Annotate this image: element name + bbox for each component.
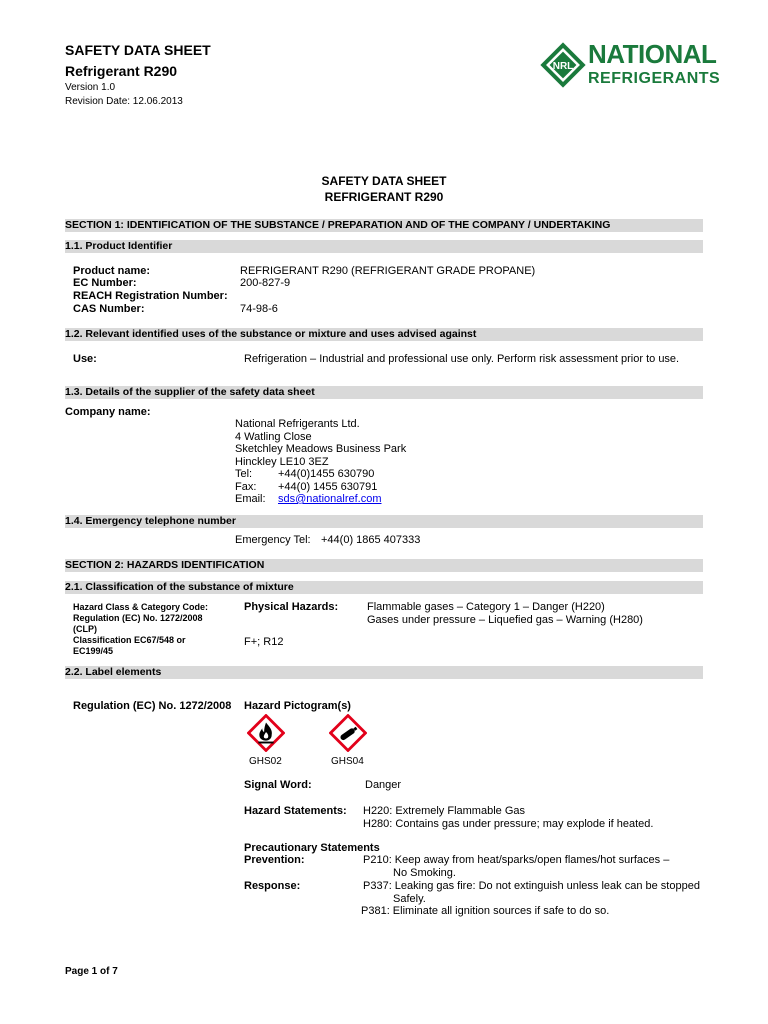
physical-hazards-label: Physical Hazards: — [244, 601, 339, 613]
hazard-statements-label: Hazard Statements: — [244, 805, 347, 817]
header-subtitle: Refrigerant R290 — [65, 63, 178, 79]
email-link[interactable]: sds@nationalref.com — [278, 493, 382, 505]
logo-badge: NRL — [552, 61, 574, 72]
section2-heading: SECTION 2: HAZARDS IDENTIFICATION — [65, 559, 703, 572]
fax-value: +44(0) 1455 630791 — [278, 481, 378, 493]
page-number: Page 1 of 7 — [65, 966, 118, 977]
response-1: P337: Leaking gas fire: Do not extinguish unless leak can be stopped — [363, 880, 700, 892]
use-value: Refrigeration – Industrial and professional use only. Perform risk assessment prior to use. — [244, 353, 680, 365]
section2-2-heading: 2.2. Label elements — [65, 666, 703, 679]
company-line-3: Sketchley Meadows Business Park — [235, 443, 407, 455]
signal-word-label: Signal Word: — [244, 779, 312, 791]
header-title: SAFETY DATA SHEET — [65, 42, 211, 58]
ec-label: EC Number: — [73, 277, 137, 289]
response-2: Safely. — [393, 893, 426, 905]
signal-word-value: Danger — [365, 779, 402, 791]
prevention-2: No Smoking. — [393, 867, 456, 879]
flame-pictogram-icon — [247, 714, 285, 752]
prevention-label: Prevention: — [244, 854, 305, 866]
pictogram-1-label: GHS02 — [249, 756, 282, 767]
company-logo — [538, 39, 721, 90]
header-revision: Revision Date: 12.06.2013 — [65, 96, 183, 107]
physical-hazard-2: Gases under pressure – Liquefied gas – Warning (H280) — [367, 614, 643, 626]
section1-3-heading: 1.3. Details of the supplier of the safety data sheet — [65, 386, 703, 399]
header-version: Version 1.0 — [65, 82, 116, 93]
reach-label: REACH Registration Number: — [73, 290, 228, 302]
prevention-1: P210: Keep away from heat/sparks/open flames/hot surfaces – — [363, 854, 670, 866]
logo-diamond-icon — [538, 40, 588, 90]
logo-line2: REFRIGERANTS — [588, 70, 721, 87]
precautionary-heading: Precautionary Statements — [244, 842, 380, 854]
email-label: Email: — [235, 493, 266, 505]
hazard-statement-2: H280: Contains gas under pressure; may explode if heated. — [363, 818, 654, 830]
reg-label-2: (CLP) — [73, 624, 97, 634]
fax-label: Fax: — [235, 481, 257, 493]
product-name-label: Product name: — [73, 265, 151, 277]
use-label: Use: — [73, 353, 97, 365]
pictogram-2-label: GHS04 — [331, 756, 364, 767]
cas-value: 74-98-6 — [240, 303, 278, 315]
section1-4-heading: 1.4. Emergency telephone number — [65, 515, 703, 528]
response-label: Response: — [244, 880, 301, 892]
company-line-1: National Refrigerants Ltd. — [235, 418, 360, 430]
reg-label-1: Regulation (EC) No. 1272/2008 — [73, 613, 203, 623]
ec-value: 200-827-9 — [240, 277, 291, 289]
response-3: P381: Eliminate all ignition sources if safe to do so. — [361, 905, 610, 917]
doc-title-line1: SAFETY DATA SHEET — [321, 174, 447, 188]
section2-1-heading: 2.1. Classification of the substance of mixture — [65, 581, 703, 594]
section1-heading: SECTION 1: IDENTIFICATION OF THE SUBSTANCE / PREPARATION AND OF THE COMPANY / UNDERTAKING — [65, 219, 703, 232]
cas-label: CAS Number: — [73, 303, 145, 315]
classification-value: F+; R12 — [244, 636, 284, 648]
product-name-value: REFRIGERANT R290 (REFRIGERANT GRADE PROPANE) — [240, 265, 536, 277]
hazard-statement-1: H220: Extremely Flammable Gas — [363, 805, 525, 817]
tel-value: +44(0)1455 630790 — [278, 468, 375, 480]
company-label: Company name: — [65, 406, 151, 418]
classification-label-2: EC199/45 — [73, 646, 114, 656]
physical-hazard-1: Flammable gases – Category 1 – Danger (H220) — [367, 601, 605, 613]
gas-cylinder-pictogram-icon — [329, 714, 367, 752]
logo-line1: NATIONAL — [588, 39, 717, 69]
emergency-label: Emergency Tel: — [235, 534, 311, 546]
pictogram-heading: Hazard Pictogram(s) — [244, 700, 351, 712]
emergency-value: +44(0) 1865 407333 — [321, 534, 421, 546]
company-line-4: Hinckley LE10 3EZ — [235, 456, 329, 468]
hazard-class-label: Hazard Class & Category Code: — [73, 602, 209, 612]
section1-1-heading: 1.1. Product Identifier — [65, 240, 703, 253]
classification-label-1: Classification EC67/548 or — [73, 635, 186, 645]
company-line-2: 4 Watling Close — [235, 431, 312, 443]
tel-label: Tel: — [235, 468, 253, 480]
doc-title-line2: REFRIGERANT R290 — [324, 190, 444, 204]
label-reg-label: Regulation (EC) No. 1272/2008 — [73, 700, 232, 712]
section1-2-heading: 1.2. Relevant identified uses of the substance or mixture and uses advised against — [65, 328, 703, 341]
